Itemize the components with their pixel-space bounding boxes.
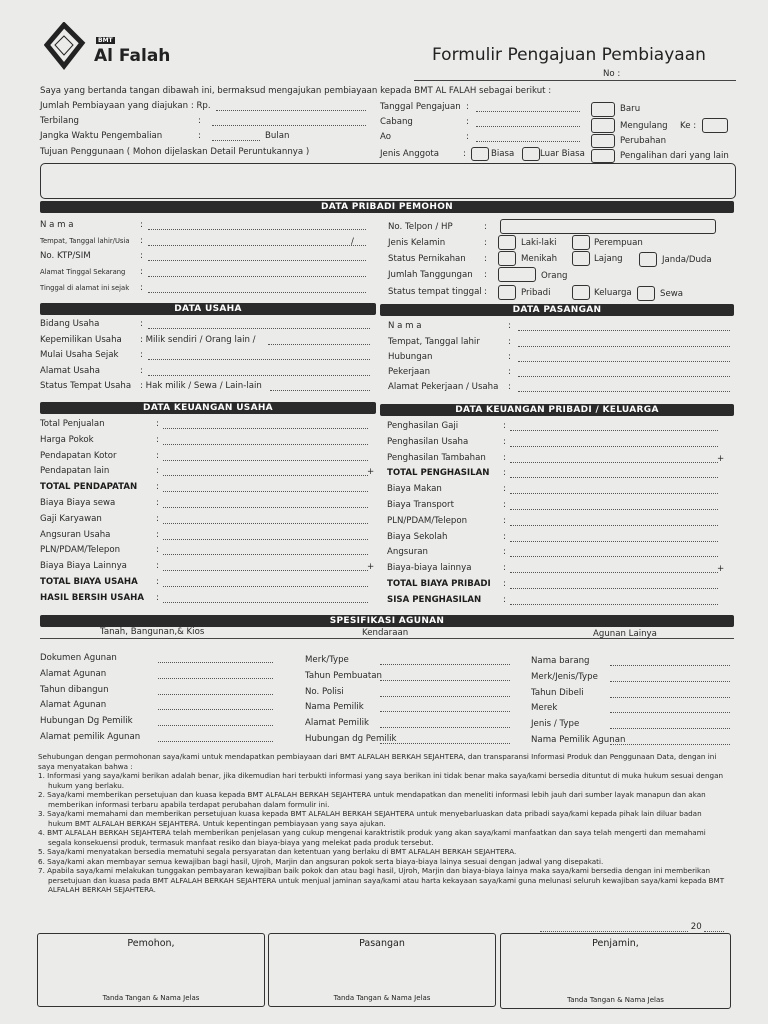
agunan-tanah-label: Alamat Agunan [40,700,107,711]
pribadi-field[interactable] [148,276,366,277]
agunan-lainya-field[interactable] [610,665,730,666]
signature-penjamin-caption: Tanda Tangan & Nama Jelas [567,996,664,1004]
tanggungan-colon: : [484,270,487,280]
keu-usaha-label: PLN/PDAM/Telepon [40,545,121,556]
agunan-tanah-label: Alamat Agunan [40,668,107,679]
agunan-lainya-label: Merk/Jenis/Type [531,671,598,682]
terms-block [38,752,728,895]
keu-pribadi-colon: : [503,594,506,605]
tanggal-colon: : [466,102,469,112]
agunan-kendaraan-label: Hubungan dg Pemilik [305,734,397,744]
keu-usaha-colon: : [156,513,159,524]
keu-pribadi-field[interactable] [510,525,718,526]
usaha-colon: : [140,350,143,360]
keu-usaha-colon: : [156,592,159,603]
keu-usaha-field[interactable] [163,428,368,429]
orang-label: Orang [541,271,568,281]
keu-pribadi-label: Angsuran [387,547,428,558]
logo-small-text: BMT [98,37,113,44]
pribadi-field[interactable] [148,245,366,246]
keu-pribadi-field[interactable] [510,509,718,510]
agunan-kendaraan-field[interactable] [380,664,510,665]
pribadi-colon: : [140,220,143,230]
pasangan-colon: : [508,337,511,347]
tanggal-label: Tanggal Pengajuan [380,102,461,112]
section-header-keu-usaha: DATA KEUANGAN USAHA [40,402,376,414]
keu-usaha-label: Biaya Biaya Lainnya [40,561,127,572]
terms-intro: Sehubungan dengan permohonan saya/kami untuk mendapatkan pembiayaan dari BMT ALFALAH BERKAH SEJAHTERA, dan transparansi Informasi Produk dan Penggunaan Data, dengan ini saya menyatakan bahwa : [38,752,717,771]
tanggungan-label: Jumlah Tanggungan [388,270,473,280]
agunan-head-lainya: Agunan Lainya [593,629,657,639]
section-header-pribadi: DATA PRIBADI PEMOHON [40,201,734,213]
keu-usaha-label: HASIL BERSIH USAHA [40,592,144,603]
keu-usaha-colon: : [156,434,159,445]
keu-pribadi-field[interactable] [510,604,718,605]
keu-pribadi-label: Penghasilan Gaji [387,421,459,431]
signature-pasangan-caption: Tanda Tangan & Nama Jelas [333,994,431,1002]
pasangan-alamat-label: Alamat Pekerjaan / Usaha [388,382,499,392]
agunan-kendaraan-field[interactable] [380,711,510,712]
signature-pasangan-title: Pasangan [359,938,405,949]
terms-item: 6. Saya/kami akan membayar semua kewajiban bagi hasil, Ujroh, Marjin dan angsuran pokok serta biaya-biaya lainya sesuai dengan jadwal yang disepakati. [38,856,604,866]
keu-pribadi-label: Biaya Transport [387,500,454,510]
tempat-tinggal-label: Status tempat tinggal [388,287,482,297]
keu-usaha-field[interactable] [163,491,368,492]
mengulang-checkbox[interactable] [591,118,615,133]
keu-usaha-field[interactable] [163,602,368,603]
agunan-tanah-label: Dokumen Agunan [40,653,117,663]
usaha-colon: : [140,319,143,329]
keu-usaha-label: Angsuran Usaha [40,529,111,540]
mengulang-label: Mengulang [620,121,668,131]
pasangan-ttl-label: Tempat, Tanggal lahir [388,337,480,347]
pasangan-nama-label: N a m a [388,321,422,331]
baru-label: Baru [620,104,641,114]
keu-usaha-colon: : [156,577,159,587]
logo-name: Al Falah [94,46,171,66]
agunan-kendaraan-label: Merk/Type [305,655,349,665]
telp-field[interactable] [500,219,716,234]
keu-usaha-label: Pendapatan lain [40,466,110,477]
pasangan-field[interactable] [518,391,730,392]
agunan-tanah-label: Alamat pemilik Agunan [40,732,141,742]
jangka-colon: : [198,131,201,141]
kelamin-label: Jenis Kelamin [388,238,446,248]
ao-label: Ao [380,132,391,142]
keu-usaha-label: Biaya Biaya sewa [40,498,116,508]
agunan-kendaraan-label: Alamat Pemilik [305,718,369,729]
cabang-colon: : [466,117,469,127]
keu-usaha-label: Total Penjualan [40,419,105,429]
pengalihan-checkbox[interactable] [591,149,615,163]
keu-pribadi-colon: : [503,452,506,463]
keu-pribadi-label: Biaya-biaya lainnya [387,563,472,574]
logo-emblem-icon [44,22,88,72]
usaha-field[interactable] [148,375,370,376]
keu-pribadi-colon: : [503,579,506,589]
usaha-status-value: : Hak milik / Sewa / Lain-lain [140,381,262,391]
pasangan-field[interactable] [518,346,730,347]
pribadi-sejak-label: Tinggal di alamat ini sejak [40,284,130,292]
keu-usaha-colon: : [156,498,159,508]
laki-checkbox[interactable] [498,235,516,250]
agunan-tanah-field[interactable] [158,662,273,663]
janda-checkbox[interactable] [639,252,657,267]
terms-item: 1. Informasi yang saya/kami berikan adalah benar, jika dikemudian hari terbukti informasi yang saya berikan ini tidak benar maka saya/kami bersedia dituntut di muka hukum sesuai dengan hukum yang berlaku. [38,771,724,790]
section-header-pasangan: DATA PASANGAN [380,304,734,316]
janda-label: Janda/Duda [662,255,712,265]
usaha-kepemilikan-label: Kepemilikan Usaha [40,335,122,345]
signature-penjamin[interactable] [500,933,731,1009]
tanggal-field[interactable] [476,111,580,112]
keu-pribadi-label: TOTAL BIAYA PRIBADI [387,579,491,589]
date-line[interactable] [540,922,724,932]
keu-usaha-field[interactable] [163,570,368,571]
date-year-label: 20 [690,922,702,932]
keu-usaha-field[interactable] [163,507,368,508]
status-nikah-colon: : [484,254,487,264]
keu-pribadi-label: Biaya Sekolah [387,531,448,542]
luar-biasa-label: Luar Biasa [540,149,585,159]
telp-label: No. Telpon / HP [388,222,453,232]
usaha-mulai-label: Mulai Usaha Sejak [40,350,119,360]
signature-pasangan[interactable] [268,933,496,1007]
logo [44,22,194,72]
lajang-checkbox[interactable] [572,251,590,266]
agunan-tanah-field[interactable] [158,709,273,710]
keu-pribadi-label: Penghasilan Tambahan [387,452,486,463]
jenis-label: Jenis Anggota [380,149,439,159]
agunan-tanah-label: Hubungan Dg Pemilik [40,716,133,727]
agunan-lainya-label: Nama barang [531,656,590,666]
pasangan-field[interactable] [518,330,730,331]
usaha-field[interactable] [148,359,370,360]
agunan-kendaraan-label: Nama Pemilik [305,702,364,713]
sewa-checkbox[interactable] [637,286,655,301]
intro-text: Saya yang bertanda tangan dibawah ini, bermaksud mengajukan pembiayaan kepada BMT AL FALAH sebagai berikut : [40,86,552,96]
keu-usaha-field[interactable] [163,460,368,461]
pribadi-colon: : [140,236,143,246]
agunan-lainya-label: Nama Pemilik Agunan [531,735,626,745]
keu-pribadi-colon: : [503,421,506,431]
jangka-label: Jangka Waktu Pengembalian [40,131,163,141]
agunan-lainya-field[interactable] [610,681,730,682]
usaha-kepemilikan-value: : Milik sendiri / Orang lain / [140,335,256,345]
agunan-head-tanah: Tanah, Bangunan,& Kios [100,627,205,637]
keu-pribadi-colon: : [503,500,506,510]
cabang-label: Cabang [380,117,413,127]
ttl-slash: / [351,237,354,247]
keu-pribadi-label: TOTAL PENGHASILAN [387,468,490,479]
terms-item: 5. Saya/kami menyatakan bersedia mematuhi segala persyaratan dan ketentuan yang berlaku di BMT ALFALAH BERKAH SEJAHTERA. [38,847,517,856]
signature-penjamin-title: Penjamin, [592,938,639,949]
keu-pribadi-field[interactable] [510,588,718,589]
signature-pemohon-title: Pemohon, [127,938,175,949]
usaha-status-label: Status Tempat Usaha [40,381,132,391]
terms-item: 4. BMT ALFALAH BERKAH SEJAHTERA telah memberikan penjelasan yang cukup mengenai karaktristik produk yang akan saya/kami manfaatkan dan saya telah mengerti dan memahami segala konsekuensi produk, termasuk manfaat resiko dan biaya-biaya yang melekat pada produk tersebut. [38,828,706,847]
keu-pribadi-field[interactable] [510,493,718,494]
perempuan-checkbox[interactable] [572,235,590,250]
agunan-lainya-label: Jenis / Type [531,719,580,730]
keu-pribadi-colon: : [503,468,506,479]
pribadi-ttl-label: Tempat, Tanggal lahir/Usia [40,237,130,245]
pribadi-ktp-label: No. KTP/SIM [40,251,91,261]
keu-usaha-field[interactable] [163,523,368,524]
usaha-field[interactable] [268,344,370,345]
agunan-tanah-field[interactable] [158,725,273,726]
keu-pribadi-field[interactable] [510,446,718,447]
biasa-checkbox[interactable] [471,147,489,161]
keu-usaha-field[interactable] [163,475,368,476]
pribadi-colon: : [140,283,143,293]
form-number-label: No : [603,69,621,79]
keu-usaha-colon: : [156,482,159,493]
keu-usaha-colon: : [156,545,159,556]
keu-usaha-label: TOTAL BIAYA USAHA [40,577,138,587]
keu-pribadi-label: Biaya Makan [387,484,442,495]
tujuan-label: Tujuan Penggunaan ( Mohon dijelaskan Detail Peruntukannya ) [40,147,310,157]
keu-usaha-label: Gaji Karyawan [40,513,102,524]
agunan-head-kendaraan: Kendaraan [362,628,409,638]
keu-usaha-label: Harga Pokok [40,434,94,445]
jumlah-label: Jumlah Pembiayaan yang diajukan : Rp. [40,101,211,111]
laki-label: Laki-laki [521,238,557,248]
keluarga-label: Keluarga [594,288,632,298]
keu-usaha-field[interactable] [163,539,368,540]
agunan-tanah-field[interactable] [158,741,273,742]
header-rule [414,80,736,81]
perubahan-label: Perubahan [620,136,667,146]
tujuan-textarea[interactable] [40,163,736,199]
section-header-usaha: DATA USAHA [40,303,376,315]
pasangan-colon: : [508,367,511,377]
terms-item: 2. Saya/kami memberikan persetujuan dan kuasa kepada BMT ALFALAH BERKAH SEJAHTERA untuk mendapatkan dan meneliti informasi lebih jauh dari sumber layak manapun dan akan memberikan informasi terbaru apabila terdapat perubahan dalam formulir ini. [38,790,706,809]
pasangan-field[interactable] [518,361,730,362]
telp-colon: : [484,222,487,232]
agunan-kendaraan-label: No. Polisi [305,686,344,697]
terbilang-colon: : [198,116,201,126]
baru-checkbox[interactable] [591,102,615,117]
agunan-kendaraan-label: Tahun Pembuatan [305,670,382,681]
terms-item: 7. Apabila saya/kami melakukan tunggakan pembayaran kewajiban baik pokok dan atau bagi hasil, Ujroh, Marjin dan biaya-biaya lainya maka saya/kami bersedia dengan ini memberikan persetujuan dan kuasa pada BMT ALFALAH BERKAH SEJAHTERA untuk menjual jaminan saya/kami atau harta kekayaan saya/kami guna melunasi seluruh kewajiban saya/kami kepada BMT ALFALAH BERKAH SEJAHTERA. [38,866,725,894]
ao-field[interactable] [476,141,580,142]
keu-usaha-colon: : [156,466,159,477]
keu-pribadi-field[interactable] [510,572,718,573]
pribadi-colon: : [140,267,143,277]
usaha-bidang-label: Bidang Usaha [40,319,100,329]
agunan-lainya-label: Merek [531,703,558,714]
agunan-lainya-label: Tahun Dibeli [531,687,584,698]
pribadi-field[interactable] [148,229,366,230]
keu-usaha-field[interactable] [163,444,368,445]
menikah-label: Menikah [521,254,558,264]
section-header-agunan: SPESIFIKASI AGUNAN [40,615,734,627]
keu-pribadi-field[interactable] [510,541,718,542]
agunan-tanah-label: Tahun dibangun [40,684,109,695]
keu-pribadi-label: SISA PENGHASILAN [387,594,482,605]
pribadi-field[interactable] [148,292,366,293]
agunan-lainya-field[interactable] [610,728,730,729]
pengalihan-label: Pengalihan dari yang lain [620,151,729,161]
keu-pribadi-colon: : [503,531,506,542]
plus-sign: + [717,564,725,575]
jangka-field[interactable] [212,140,260,141]
lajang-label: Lajang [594,254,623,264]
tempat-tinggal-colon: : [484,287,487,297]
milik-checkbox[interactable] [498,285,516,300]
agunan-kendaraan-field[interactable] [380,680,510,681]
keu-pribadi-colon: : [503,563,506,574]
keu-usaha-label: TOTAL PENDAPATAN [40,482,138,493]
pasangan-pekerjaan-label: Pekerjaan [388,367,431,377]
ao-colon: : [466,132,469,142]
keu-usaha-colon: : [156,529,159,540]
tanggungan-field[interactable] [498,267,536,282]
usaha-field[interactable] [148,328,370,329]
keu-pribadi-colon: : [503,547,506,558]
keu-pribadi-field[interactable] [510,462,718,463]
plus-sign: + [367,562,375,573]
agunan-lainya-field[interactable] [610,697,730,698]
keu-usaha-colon: : [156,419,159,429]
luar-biasa-checkbox[interactable] [522,147,540,161]
keu-pribadi-field[interactable] [510,477,718,478]
perubahan-checkbox[interactable] [591,134,615,148]
jumlah-field[interactable] [216,110,366,111]
pasangan-field[interactable] [518,376,730,377]
ke-field[interactable] [702,118,728,133]
kelamin-colon: : [484,238,487,248]
usaha-alamat-label: Alamat Usaha [40,366,101,376]
pasangan-hubungan-label: Hubungan [388,352,433,362]
pasangan-colon: : [508,352,511,362]
keu-pribadi-label: Penghasilan Usaha [387,436,469,447]
keu-pribadi-field[interactable] [510,556,718,557]
usaha-field[interactable] [270,390,370,391]
terbilang-label: Terbilang [40,116,80,126]
ke-label: Ke : [680,121,697,131]
section-header-keu-pribadi: DATA KEUANGAN PRIBADI / KELUARGA [380,404,734,416]
milik-label: Pribadi [521,288,551,298]
pribadi-field[interactable] [148,260,366,261]
agunan-tanah-field[interactable] [158,694,273,695]
cabang-field[interactable] [476,126,580,127]
jenis-colon: : [463,149,466,159]
plus-sign: + [717,453,725,464]
agunan-kendaraan-field[interactable] [380,696,510,697]
sewa-label: Sewa [660,289,684,299]
biasa-label: Biasa [491,149,515,159]
perempuan-label: Perempuan [594,238,643,248]
keluarga-checkbox[interactable] [572,285,590,300]
terms-item: 3. Saya/kami memahami dan memberikan persetujuan kuasa kepada BMT ALFALAH BERKAH SEJAHTERA untuk menyebarluaskan data pribadi saya/kami kepada pihak lain diluar badan hukum BMT ALFALAH BERKAH SEJAHTERA. Untuk kepentingan pembiayaan yang saya ajukan. [38,809,702,828]
status-nikah-label: Status Pernikahan [388,254,466,264]
agunan-kendaraan-field[interactable] [380,727,510,728]
signature-pemohon-caption: Tanda Tangan & Nama Jelas [102,994,200,1002]
keu-pribadi-colon: : [503,515,506,526]
pasangan-colon: : [508,382,511,392]
keu-usaha-colon: : [156,561,159,572]
plus-sign: + [367,467,375,478]
page-title: Formulir Pengajuan Pembiayaan [432,45,706,65]
usaha-colon: : [140,366,143,376]
terbilang-field[interactable] [212,125,366,126]
pribadi-nama-label: N a m a [40,220,74,230]
agunan-lainya-field[interactable] [610,744,730,745]
signature-pemohon[interactable] [37,933,265,1007]
keu-pribadi-colon: : [503,436,506,447]
keu-usaha-label: Pendapatan Kotor [40,450,117,461]
pribadi-colon: : [140,251,143,261]
keu-usaha-colon: : [156,450,159,461]
agunan-kendaraan-field[interactable] [380,743,510,744]
pasangan-colon: : [508,321,511,331]
pribadi-alamat-label: Alamat Tinggal Sekarang [40,268,126,276]
keu-usaha-field[interactable] [163,554,368,555]
keu-usaha-field[interactable] [163,586,368,587]
menikah-checkbox[interactable] [498,251,516,266]
keu-pribadi-label: PLN/PDAM/Telepon [387,515,468,526]
agunan-lainya-field[interactable] [610,712,730,713]
keu-pribadi-colon: : [503,484,506,495]
agunan-tanah-field[interactable] [158,678,273,679]
bulan-label: Bulan [265,131,290,141]
keu-pribadi-field[interactable] [510,430,718,431]
